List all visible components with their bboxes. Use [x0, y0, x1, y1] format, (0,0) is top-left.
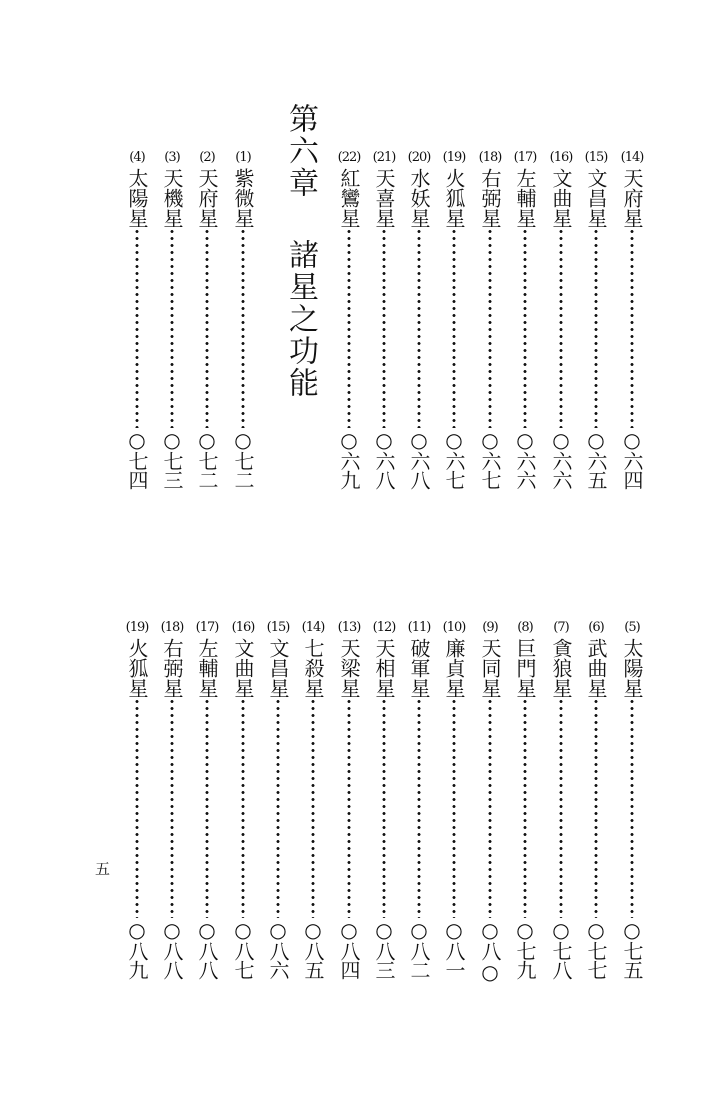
entry-number: (18)	[478, 150, 502, 165]
entry-page: ○六六	[513, 428, 537, 489]
toc-entry[interactable]	[438, 620, 470, 979]
leader-dots	[594, 228, 598, 428]
chapter-heading	[278, 103, 318, 399]
entry-number: (4)	[129, 150, 145, 165]
entry-page: ○八八	[195, 918, 219, 979]
entry-number: (15)	[266, 620, 290, 635]
leader-dots	[382, 228, 386, 428]
entry-number: (18)	[160, 620, 184, 635]
entry-title: 火狐星	[442, 168, 466, 228]
entry-page: ○六六	[549, 428, 573, 489]
leader-dots	[559, 228, 563, 428]
entry-page: ○六九	[337, 428, 361, 489]
toc-entry[interactable]	[509, 150, 541, 489]
toc-entry[interactable]	[333, 620, 365, 979]
entry-number: (11)	[407, 620, 431, 635]
leader-dots	[311, 698, 315, 918]
toc-entry[interactable]	[474, 620, 506, 983]
leader-dots	[347, 698, 351, 918]
entry-page: ○七五	[620, 918, 644, 979]
leader-dots	[135, 698, 139, 918]
entry-page: ○八一	[442, 918, 466, 979]
entry-number: (9)	[482, 620, 498, 635]
entry-title: 左輔星	[513, 168, 537, 228]
entry-number: (21)	[372, 150, 396, 165]
entry-number: (13)	[337, 620, 361, 635]
toc-entry[interactable]	[580, 150, 612, 489]
leader-dots	[559, 698, 563, 918]
toc-entry[interactable]	[227, 150, 259, 489]
toc-entry[interactable]	[191, 620, 223, 979]
entry-title: 左輔星	[195, 638, 219, 698]
entry-page: ○八八	[160, 918, 184, 979]
entry-number: (17)	[195, 620, 219, 635]
toc-entry[interactable]	[156, 150, 188, 489]
leader-dots	[347, 228, 351, 428]
entry-page: ○六八	[372, 428, 396, 489]
entry-title: 七殺星	[301, 638, 325, 698]
entry-page: ○六八	[407, 428, 431, 489]
toc-entry[interactable]	[616, 150, 648, 489]
entry-title: 天相星	[372, 638, 396, 698]
leader-dots	[523, 698, 527, 918]
entry-title: 文曲星	[231, 638, 255, 698]
leader-dots	[630, 698, 634, 918]
leader-dots	[170, 698, 174, 918]
entry-number: (22)	[337, 150, 361, 165]
entry-title: 太陽星	[125, 168, 149, 228]
leader-dots	[135, 228, 139, 428]
toc-entry[interactable]	[616, 620, 648, 979]
entry-page: ○七二	[231, 428, 255, 489]
entry-page: ○七二	[195, 428, 219, 489]
entry-page: ○八三	[372, 918, 396, 979]
entry-number: (6)	[588, 620, 604, 635]
entry-number: (7)	[553, 620, 569, 635]
toc-entry[interactable]	[580, 620, 612, 979]
leader-dots	[594, 698, 598, 918]
toc-entry[interactable]	[545, 620, 577, 979]
entry-number: (19)	[125, 620, 149, 635]
entry-title: 太陽星	[620, 638, 644, 698]
entry-number: (16)	[549, 150, 573, 165]
entry-number: (8)	[517, 620, 533, 635]
leader-dots	[241, 698, 245, 918]
entry-page: ○六五	[584, 428, 608, 489]
leader-dots	[488, 698, 492, 918]
entry-page: ○八五	[301, 918, 325, 979]
entry-title: 火狐星	[125, 638, 149, 698]
entry-page: ○七四	[125, 428, 149, 489]
entry-page: ○六七	[478, 428, 502, 489]
entry-number: (16)	[231, 620, 255, 635]
entry-title: 紅鸞星	[337, 168, 361, 228]
entry-title: 貪狼星	[549, 638, 573, 698]
entry-page: ○八二	[407, 918, 431, 979]
entry-title: 水妖星	[407, 168, 431, 228]
leader-dots	[452, 698, 456, 918]
entry-page: ○七八	[549, 918, 573, 979]
entry-title: 紫微星	[231, 168, 255, 228]
leader-dots	[205, 698, 209, 918]
toc-entry[interactable]	[545, 150, 577, 489]
entry-title: 右弼星	[160, 638, 184, 698]
toc-entry[interactable]	[227, 620, 259, 979]
leader-dots	[170, 228, 174, 428]
entry-page: ○八九	[125, 918, 149, 979]
entry-number: (14)	[620, 150, 644, 165]
entry-number: (5)	[624, 620, 640, 635]
entry-number: (15)	[584, 150, 608, 165]
entry-title: 右弼星	[478, 168, 502, 228]
toc-entry[interactable]	[333, 150, 365, 489]
toc-entry[interactable]	[403, 150, 435, 489]
entry-number: (14)	[301, 620, 325, 635]
leader-dots	[452, 228, 456, 428]
entry-number: (17)	[513, 150, 537, 165]
toc-entry[interactable]	[474, 150, 506, 489]
entry-number: (2)	[199, 150, 215, 165]
toc-entry[interactable]	[403, 620, 435, 979]
entry-title: 天梁星	[337, 638, 361, 698]
entry-page: ○七三	[160, 428, 184, 489]
chapter-title: 諸星之功能	[283, 239, 318, 399]
entry-number: (12)	[372, 620, 396, 635]
leader-dots	[630, 228, 634, 428]
toc-entry[interactable]	[121, 620, 153, 979]
entry-page: ○六七	[442, 428, 466, 489]
leader-dots	[276, 698, 280, 918]
entry-page: ○八四	[337, 918, 361, 979]
chapter-number: 第六章	[283, 103, 318, 199]
toc-entry[interactable]	[509, 620, 541, 979]
entry-page: ○七九	[513, 918, 537, 979]
entry-title: 武曲星	[584, 638, 608, 698]
leader-dots	[241, 228, 245, 428]
entry-page: ○八六	[266, 918, 290, 979]
page-number: 五	[95, 860, 111, 878]
leader-dots	[488, 228, 492, 428]
entry-title: 天府星	[195, 168, 219, 228]
entry-title: 文昌星	[584, 168, 608, 228]
leader-dots	[382, 698, 386, 918]
entry-page: ○六四	[620, 428, 644, 489]
entry-title: 廉貞星	[442, 638, 466, 698]
entry-title: 文昌星	[266, 638, 290, 698]
entry-title: 天同星	[478, 638, 502, 698]
entry-page: ○七七	[584, 918, 608, 979]
toc-entry[interactable]	[438, 150, 470, 489]
entry-title: 天喜星	[372, 168, 396, 228]
toc-entry[interactable]	[121, 150, 153, 489]
entry-number: (19)	[442, 150, 466, 165]
entry-number: (1)	[235, 150, 251, 165]
toc-entry[interactable]	[368, 150, 400, 489]
toc-entry[interactable]	[297, 620, 329, 979]
entry-page: ○八七	[231, 918, 255, 979]
entry-number: (3)	[164, 150, 180, 165]
toc-entry[interactable]	[368, 620, 400, 979]
entry-title: 破軍星	[407, 638, 431, 698]
entry-title: 天機星	[160, 168, 184, 228]
entry-page: ○八○	[478, 918, 502, 983]
entry-title: 巨門星	[513, 638, 537, 698]
leader-dots	[205, 228, 209, 428]
entry-title: 文曲星	[549, 168, 573, 228]
entry-title: 天府星	[620, 168, 644, 228]
leader-dots	[417, 228, 421, 428]
leader-dots	[523, 228, 527, 428]
toc-entry[interactable]	[156, 620, 188, 979]
entry-number: (10)	[442, 620, 466, 635]
entry-number: (20)	[407, 150, 431, 165]
leader-dots	[417, 698, 421, 918]
toc-entry[interactable]	[262, 620, 294, 979]
toc-entry[interactable]	[191, 150, 223, 489]
